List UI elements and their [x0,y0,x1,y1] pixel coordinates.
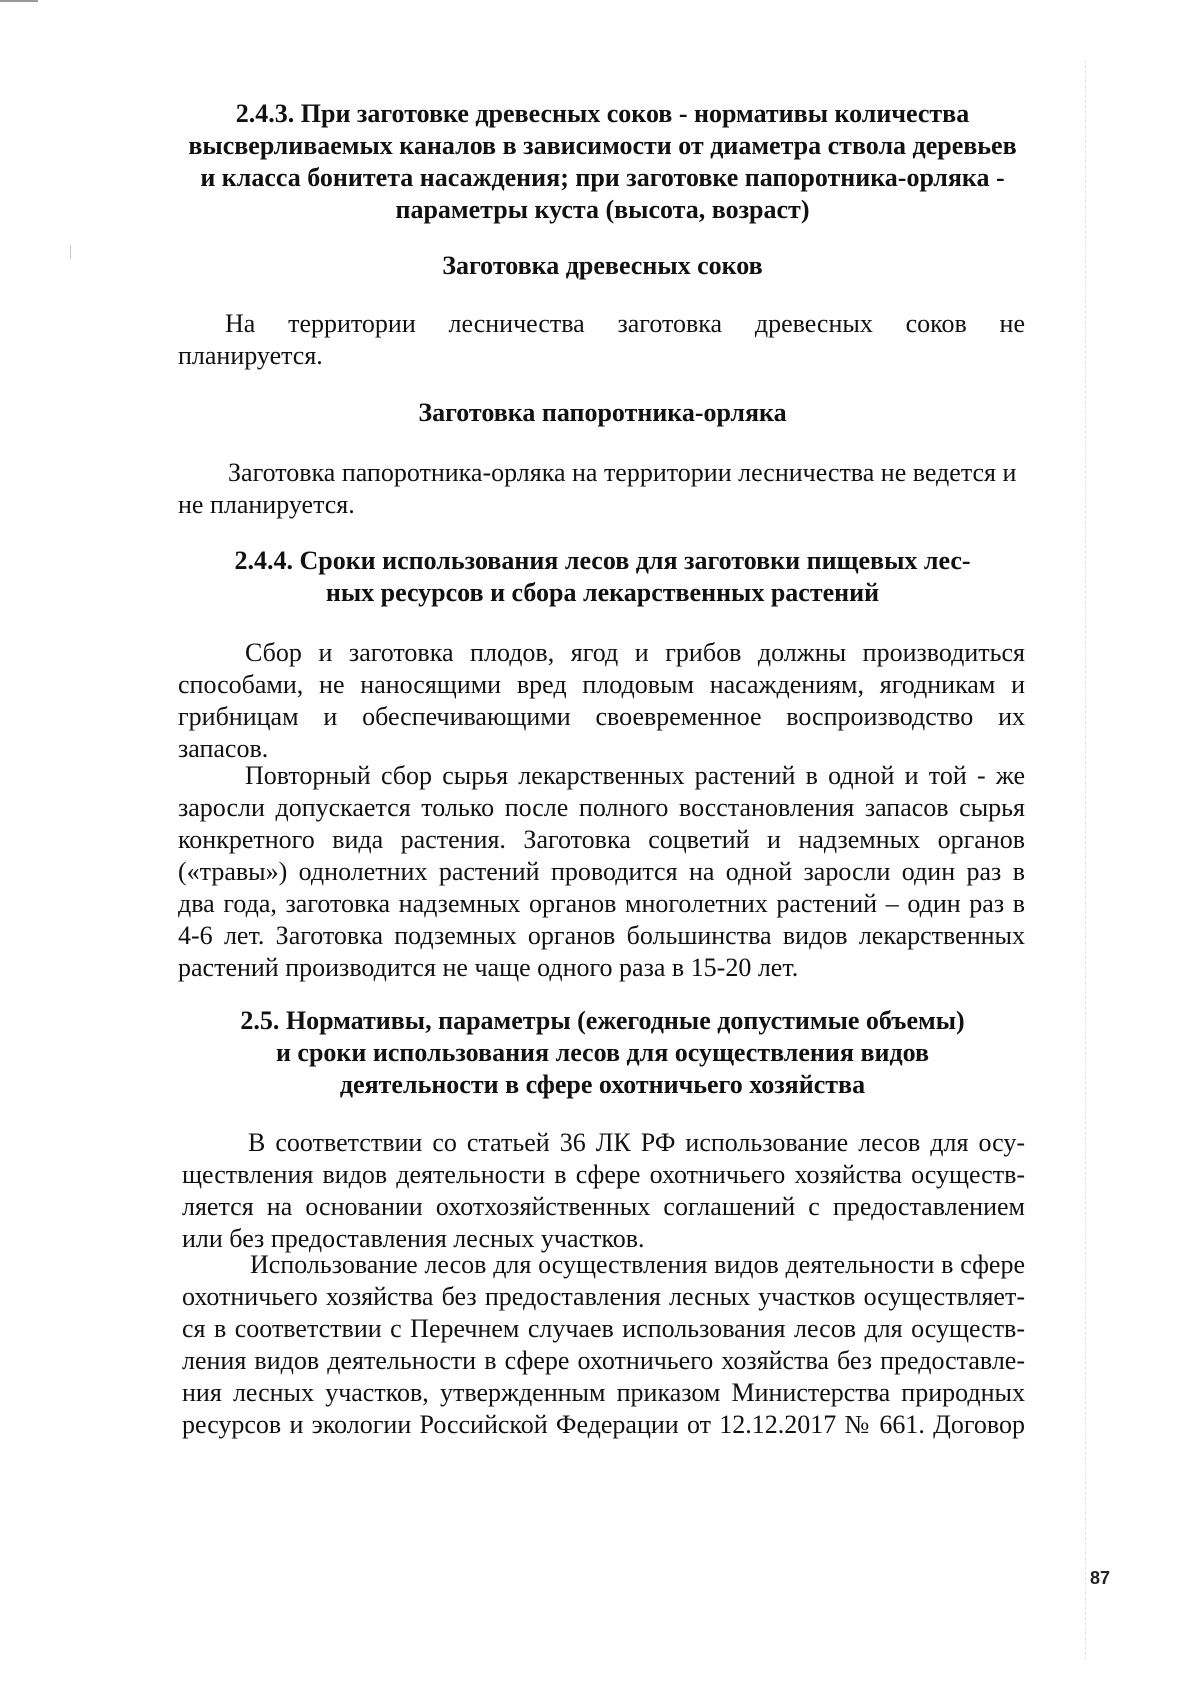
section-2-4-4-heading [180,545,1025,609]
paragraph-line: Заготовка папоротника-орляка на территории лесничества не ведется и [228,458,1017,487]
paragraph-line: грибницам и обеспечивающими своевременное воспроизводство их [178,702,1025,731]
paragraph-line: планируется. [178,341,323,370]
heading-line: высверливаемых каналов в зависимости от диаметра ствола деревьев [188,131,1017,160]
paragraph-line: два года, заготовка надземных органов многолетних растений – один раз в [178,889,1025,918]
paragraph-line: ления видов деятельности в сфере охотничьего хозяйства без предоставле- [182,1346,1025,1375]
paragraph-line: ресурсов и экологии Российской Федерации от 12.12.2017 № 661. Договор [182,1410,1025,1439]
paragraph-line: заросли допускается только после полного восстановления запасов сырья [178,793,1025,822]
paragraph-line: На территории лесничества заготовка древесных соков не [225,309,1025,338]
paragraph-line: ляется на основании охотхозяйственных соглашений с предоставлением [182,1192,1025,1221]
paragraph-line: 4-6 лет. Заготовка подземных органов большинства видов лекарственных [178,921,1025,950]
paragraph-line: Сбор и заготовка плодов, ягод и грибов должны производиться [245,638,1025,667]
paragraph-line: запасов. [178,734,269,763]
heading-line: и сроки использования лесов для осуществления видов [275,1038,930,1067]
heading-line: 2.4.3. При заготовке древесных соков - нормативы количества [235,99,970,128]
paragraph-line: («травы») однолетних растений проводится на одной заросли один раз в [178,857,1025,886]
paragraph-line: способами, не наносящими вред плодовым насаждениям, ягодникам и [178,670,1025,699]
heading-line: ных ресурсов и сбора лекарственных растений [325,578,880,607]
page-number: 87 [1090,1568,1111,1588]
heading-line: 2.4.4. Сроки использования лесов для заготовки пищевых лес- [234,546,971,575]
section-2-5-heading [180,1005,1025,1101]
scan-edge-mark [0,0,38,2]
scan-margin-mark [70,245,71,259]
heading-line: 2.5. Нормативы, параметры (ежегодные допустимые объемы) [240,1006,965,1035]
paragraph-line: не планируется. [178,490,355,519]
paragraph-line: конкретного вида растения. Заготовка соцветий и надземных органов [178,825,1025,854]
paragraph-line: охотничьего хозяйства без предоставления лесных участков осуществляет- [182,1282,1025,1311]
paragraph-line: ся в соответствии с Перечнем случаев использования лесов для осуществ- [182,1314,1025,1343]
subheading-tree-sap [180,250,1025,282]
paragraph-line: ния лесных участков, утвержденным приказом Министерства природных [182,1378,1025,1407]
paragraph-line: или без предоставления лесных участков. [182,1224,645,1253]
paragraph-line: ществления видов деятельности в сфере охотничьего хозяйства осуществ- [182,1160,1025,1189]
section-2-4-3-heading [180,98,1025,226]
paragraph-line: Использование лесов для осуществления видов деятельности в сфере [250,1250,1025,1279]
paragraph-line: растений производится не чаще одного раза в 15-20 лет. [178,953,799,982]
subheading-text: Заготовка древесных соков [442,251,763,280]
heading-line: деятельности в сфере охотничьего хозяйства [339,1070,866,1099]
heading-line: и класса бонитета насаждения; при заготовке папоротника-орляка - [200,163,1005,192]
heading-line: параметры куста (высота, возраст) [395,195,810,224]
subheading-text: Заготовка папоротника-орляка [418,398,787,427]
scan-fold-line [1085,60,1086,1660]
subheading-bracken [180,397,1025,429]
paragraph-line: В соответствии со статьей 36 ЛК РФ использование лесов для осу- [248,1128,1025,1157]
paragraph-line: Повторный сбор сырья лекарственных растений в одной и той - же [245,761,1025,790]
